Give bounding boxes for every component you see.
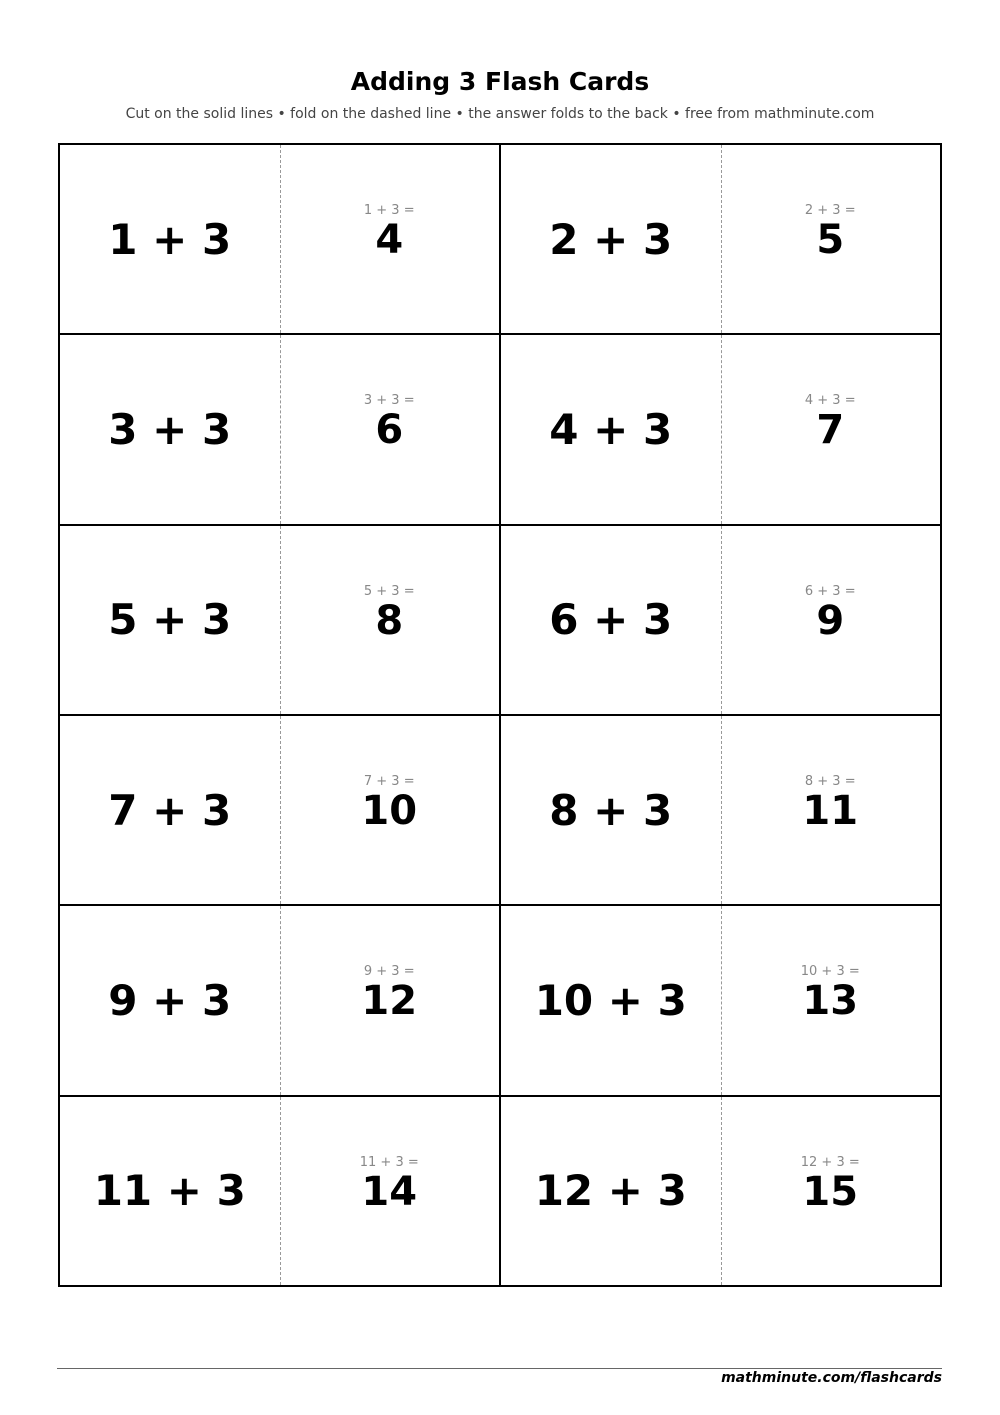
flash-card [501,906,942,1096]
card-back [721,145,941,333]
card-back-hint: 3 + 3 = [363,393,415,409]
footer-url: mathminute.com/flashcards [721,1370,942,1386]
card-front [501,526,721,714]
card-back-hint: 11 + 3 = [359,1154,419,1170]
fold-line [280,906,281,1094]
card-back [280,1097,500,1285]
card-front [60,906,280,1094]
card-back-hint: 6 + 3 = [804,583,856,599]
card-back-hint: 4 + 3 = [804,393,856,409]
flash-card [60,716,501,906]
card-back [721,906,941,1094]
card-back-hint: 1 + 3 = [363,203,415,219]
card-front [60,145,280,333]
card-back [721,1097,941,1285]
card-back [721,335,941,523]
card-front [60,335,280,523]
card-answer: 6 [375,407,404,454]
card-question: 3 + 3 [108,404,232,454]
fold-line [721,526,722,714]
flash-card [501,716,942,906]
fold-line [280,335,281,523]
card-back [721,526,941,714]
fold-line [721,335,722,523]
flash-card [60,1097,501,1287]
card-question: 4 + 3 [549,404,673,454]
card-back [280,526,500,714]
card-question: 6 + 3 [549,595,673,645]
card-back [280,716,500,904]
card-back-hint: 8 + 3 = [804,774,856,790]
card-question: 8 + 3 [549,785,673,835]
page-subtitle: Cut on the solid lines • fold on the dashed line • the answer folds to the back • free from mathminute.com [125,106,875,122]
card-answer: 7 [816,407,845,454]
card-front [60,716,280,904]
page-title: Adding 3 Flash Cards [350,67,650,96]
flash-card [60,335,501,525]
card-question: 12 + 3 [534,1166,687,1216]
card-back [280,335,500,523]
card-answer: 14 [361,1168,418,1215]
card-front [501,145,721,333]
card-answer: 11 [802,788,859,835]
card-answer: 8 [375,597,404,644]
card-question: 1 + 3 [108,214,232,264]
card-answer: 10 [361,788,418,835]
card-back-hint: 5 + 3 = [363,583,415,599]
card-answer: 12 [361,978,418,1025]
card-back [280,145,500,333]
card-front [501,716,721,904]
flash-card [501,526,942,716]
card-answer: 9 [816,597,845,644]
fold-line [280,716,281,904]
card-question: 7 + 3 [108,785,232,835]
card-answer: 5 [816,217,845,264]
fold-line [280,526,281,714]
card-answer: 13 [802,978,859,1025]
fold-line [721,1097,722,1285]
fold-line [280,1097,281,1285]
card-back-hint: 2 + 3 = [804,203,856,219]
flash-card [60,906,501,1096]
card-front [60,526,280,714]
card-question: 11 + 3 [93,1166,246,1216]
flash-card [501,335,942,525]
card-back-hint: 12 + 3 = [800,1154,860,1170]
card-back-hint: 10 + 3 = [800,964,860,980]
card-front [501,1097,721,1285]
card-question: 5 + 3 [108,595,232,645]
card-back-hint: 7 + 3 = [363,774,415,790]
card-question: 9 + 3 [108,975,232,1025]
flash-card [501,145,942,335]
fold-line [721,906,722,1094]
flash-card [60,145,501,335]
card-back-hint: 9 + 3 = [363,964,415,980]
flash-card [60,526,501,716]
card-front [501,335,721,523]
flash-card [501,1097,942,1287]
fold-line [280,145,281,333]
card-question: 2 + 3 [549,214,673,264]
fold-line [721,716,722,904]
card-back [721,716,941,904]
card-question: 10 + 3 [534,975,687,1025]
fold-line [721,145,722,333]
card-front [60,1097,280,1285]
card-back [280,906,500,1094]
flash-card-grid [58,143,942,1287]
card-front [501,906,721,1094]
card-answer: 15 [802,1168,859,1215]
card-answer: 4 [375,217,404,264]
